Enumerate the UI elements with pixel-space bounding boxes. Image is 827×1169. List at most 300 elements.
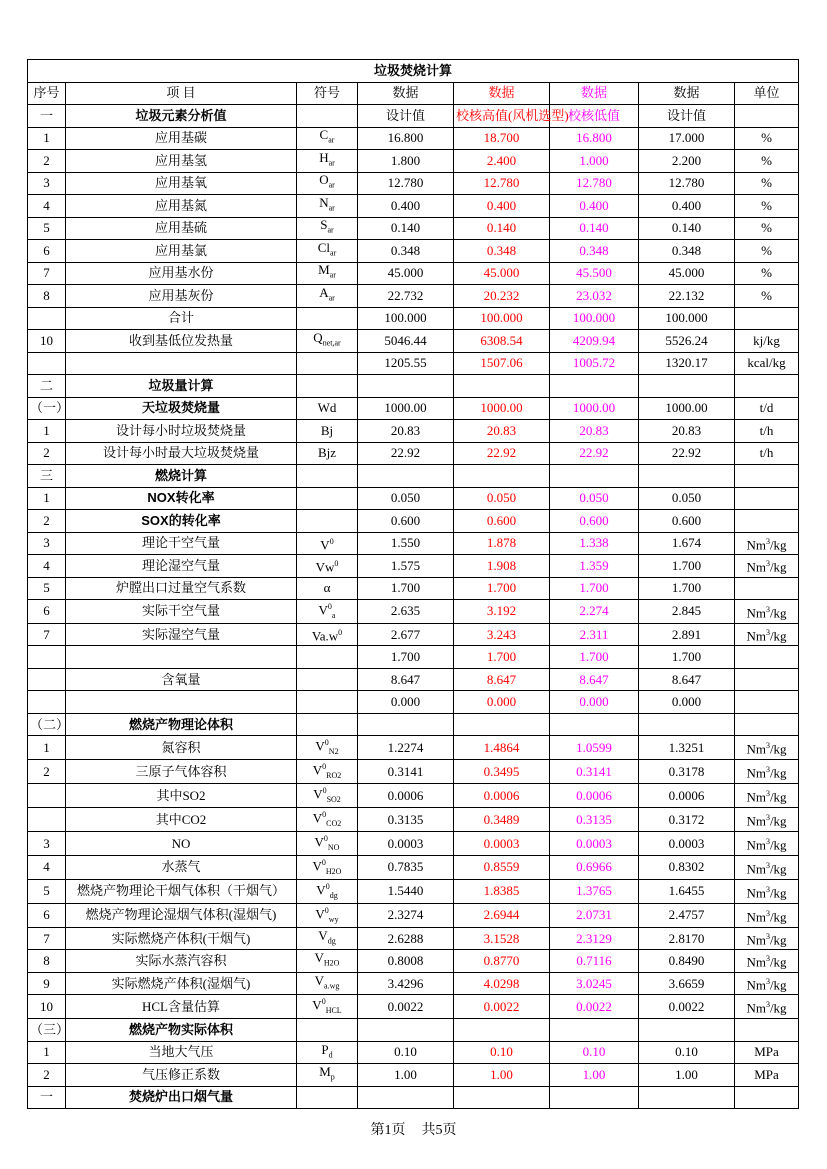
value-design2: 0.8490 (639, 950, 735, 973)
value-design2: 3.6659 (639, 972, 735, 995)
value-design2: 设计值 (639, 105, 735, 128)
unit-text: MPa (754, 1066, 779, 1082)
value-low: 8.647 (550, 668, 639, 691)
row-symbol (297, 262, 358, 285)
value-design: 1.575 (358, 555, 454, 578)
table-row (28, 217, 799, 240)
row-symbol (297, 995, 358, 1019)
symbol-sub: ar (328, 181, 335, 191)
value-low: 1.000 (550, 150, 639, 173)
symbol-base: S (320, 217, 328, 233)
value-design2: 1.3251 (639, 736, 735, 760)
value-design: 5046.44 (358, 330, 454, 353)
row-unit (735, 420, 799, 443)
row-seq: （三） (28, 1019, 66, 1042)
value-low: 0.0006 (550, 784, 639, 808)
value-low: 1005.72 (550, 352, 639, 375)
symbol-sup: 0 (321, 997, 326, 1007)
unit-sup: 3 (765, 536, 770, 546)
value-design: 100.000 (358, 307, 454, 330)
unit-text: Nm (746, 536, 766, 552)
value-low: 1000.00 (550, 397, 639, 420)
value-high (454, 1086, 550, 1109)
table-row (28, 420, 799, 443)
table-row (28, 262, 799, 285)
row-name: 垃圾量计算 (66, 375, 297, 398)
table-row (28, 950, 799, 973)
symbol-sup: 0 (324, 738, 329, 748)
row-unit (735, 127, 799, 150)
value-high: 1.8385 (454, 879, 550, 903)
symbol-sub: H2O (323, 958, 340, 968)
row-unit (735, 903, 799, 927)
row-symbol (297, 927, 358, 950)
row-unit (735, 1064, 799, 1087)
unit-sup: 3 (765, 836, 770, 846)
value-high: 1.700 (454, 577, 550, 600)
value-high: 0.8559 (454, 856, 550, 880)
value-design2: 0.348 (639, 240, 735, 263)
symbol-sub: d (328, 1050, 333, 1060)
value-high: 2.6944 (454, 903, 550, 927)
symbol-sub: dg (327, 936, 336, 946)
value-design: 设计值 (358, 105, 454, 128)
unit-sup: 3 (765, 860, 770, 870)
value-design: 2.677 (358, 623, 454, 646)
table-row (28, 832, 799, 856)
row-name: 当地大气压 (66, 1041, 297, 1064)
row-unit (735, 465, 799, 488)
symbol-base: Q (313, 329, 323, 345)
value-low (550, 375, 639, 398)
symbol-sub: CO2 (326, 819, 342, 829)
row-unit (735, 995, 799, 1019)
table-row (28, 668, 799, 691)
value-design: 12.780 (358, 172, 454, 195)
value-design: 2.6288 (358, 927, 454, 950)
symbol-sup: 0 (323, 834, 328, 844)
unit-text: Nm (746, 861, 766, 877)
value-high: 0.600 (454, 510, 550, 533)
row-seq: 2 (28, 760, 66, 784)
value-low: 4209.94 (550, 330, 639, 353)
value-design2: 20.83 (639, 420, 735, 443)
value-low: 45.500 (550, 262, 639, 285)
value-design2: 1.674 (639, 532, 735, 555)
table-row (28, 532, 799, 555)
value-high: 1507.06 (454, 352, 550, 375)
value-low: 0.3135 (550, 808, 639, 832)
row-seq: 一 (28, 1086, 66, 1109)
table-row (28, 903, 799, 927)
value-high: 2.400 (454, 150, 550, 173)
unit-tail: /kg (769, 741, 787, 757)
row-unit (735, 555, 799, 578)
value-low: 2.0731 (550, 903, 639, 927)
value-low: 0.400 (550, 195, 639, 218)
symbol-sub: SO2 (326, 795, 341, 805)
value-design: 1000.00 (358, 397, 454, 420)
row-seq: 1 (28, 487, 66, 510)
row-seq (28, 352, 66, 375)
row-seq: 5 (28, 577, 66, 600)
row-symbol (297, 903, 358, 927)
value-design2: 1.700 (639, 577, 735, 600)
value-high: 20.232 (454, 285, 550, 308)
row-unit (735, 375, 799, 398)
value-design: 0.10 (358, 1041, 454, 1064)
row-name: NOX转化率 (66, 487, 297, 510)
unit-sup: 3 (765, 1000, 770, 1010)
unit-tail: /kg (769, 536, 787, 552)
symbol-sup: 0 (324, 905, 329, 915)
row-seq: 1 (28, 127, 66, 150)
row-symbol (297, 1086, 358, 1109)
row-name: 其中SO2 (66, 784, 297, 808)
row-seq: 4 (28, 195, 66, 218)
value-high: 22.92 (454, 442, 550, 465)
value-design2: 0.0003 (639, 832, 735, 856)
row-name: 燃烧产物理论体积 (66, 713, 297, 736)
unit-text: Nm (746, 909, 766, 924)
value-low: 1.700 (550, 646, 639, 669)
value-high: 12.780 (454, 172, 550, 195)
table-row (28, 150, 799, 173)
symbol-base: N (319, 194, 329, 210)
unit-text: % (761, 197, 772, 213)
unit-text: kj/kg (753, 332, 780, 348)
row-seq (28, 691, 66, 714)
symbol-sub: ar (328, 203, 335, 213)
table-row (28, 285, 799, 308)
row-symbol (297, 555, 358, 578)
row-unit (735, 307, 799, 330)
symbol-sub: a.wg (324, 981, 340, 991)
row-name: 燃烧计算 (66, 465, 297, 488)
table-row (28, 856, 799, 880)
symbol-sub: N2 (328, 747, 339, 757)
symbol-base: V (315, 738, 325, 754)
row-seq: 2 (28, 510, 66, 533)
value-design2 (639, 1019, 735, 1042)
value-design2: 12.780 (639, 172, 735, 195)
row-symbol (297, 375, 358, 398)
table-row (28, 808, 799, 832)
value-design2: 8.647 (639, 668, 735, 691)
row-seq: 2 (28, 150, 66, 173)
row-name: 焚烧炉出口烟气量 (66, 1086, 297, 1109)
symbol-base: Va.w (311, 628, 339, 644)
unit-sup: 3 (765, 789, 770, 799)
value-design2: 45.000 (639, 262, 735, 285)
row-name: 实际干空气量 (66, 600, 297, 624)
value-low: 3.0245 (550, 972, 639, 995)
row-seq: 6 (28, 903, 66, 927)
unit-sup: 3 (765, 884, 770, 894)
value-design2: 0.000 (639, 691, 735, 714)
row-unit (735, 532, 799, 555)
value-design2 (639, 375, 735, 398)
row-name: 收到基低位发热量 (66, 330, 297, 353)
symbol-base: A (319, 284, 329, 300)
row-name: 燃烧产物理论湿烟气体积(湿烟气) (66, 903, 297, 927)
row-symbol (297, 285, 358, 308)
unit-tail: /kg (769, 909, 787, 924)
value-low: 100.000 (550, 307, 639, 330)
symbol-base: V (312, 810, 323, 826)
unit-text: % (761, 130, 772, 146)
page-footer (0, 1119, 827, 1139)
value-design: 3.4296 (358, 972, 454, 995)
value-design: 8.647 (358, 668, 454, 691)
value-design2: 1320.17 (639, 352, 735, 375)
value-design: 1.550 (358, 532, 454, 555)
row-seq (28, 784, 66, 808)
value-low: 0.600 (550, 510, 639, 533)
header-col-design2: 数据 (639, 82, 735, 105)
value-design: 1.5440 (358, 879, 454, 903)
symbol-sup: 0 (321, 858, 326, 868)
unit-sup: 3 (765, 741, 770, 751)
row-seq: （二） (28, 713, 66, 736)
value-design2: 0.0006 (639, 784, 735, 808)
row-symbol (297, 736, 358, 760)
value-low: 20.83 (550, 420, 639, 443)
value-low: 0.6966 (550, 856, 639, 880)
unit-sup: 3 (765, 559, 770, 569)
header-col-design: 数据 (358, 82, 454, 105)
table-row (28, 172, 799, 195)
row-unit (735, 285, 799, 308)
row-name: 理论湿空气量 (66, 555, 297, 578)
row-name: 应用基氯 (66, 240, 297, 263)
value-low: 22.92 (550, 442, 639, 465)
row-seq: 1 (28, 1041, 66, 1064)
value-design: 0.140 (358, 217, 454, 240)
value-low: 0.10 (550, 1041, 639, 1064)
unit-tail: /kg (769, 628, 787, 644)
value-high: 0.050 (454, 487, 550, 510)
symbol-base: V (315, 906, 325, 922)
value-design: 0.000 (358, 691, 454, 714)
unit-tail: /kg (769, 765, 787, 781)
row-seq: 10 (28, 995, 66, 1019)
value-high: 0.400 (454, 195, 550, 218)
row-unit (735, 600, 799, 624)
page-number: 第1页 (370, 1123, 406, 1138)
row-unit (735, 832, 799, 856)
row-unit (735, 927, 799, 950)
row-seq: 6 (28, 600, 66, 624)
row-symbol (297, 879, 358, 903)
row-name: 实际湿空气量 (66, 623, 297, 646)
row-unit (735, 856, 799, 880)
unit-text: % (761, 287, 772, 303)
symbol-sub: p (330, 1072, 335, 1082)
value-low: 1.338 (550, 532, 639, 555)
row-seq: 10 (28, 330, 66, 353)
value-design: 1.2274 (358, 736, 454, 760)
unit-text: % (761, 152, 772, 168)
row-seq: 3 (28, 172, 66, 195)
unit-tail: /kg (769, 1000, 787, 1016)
row-symbol (297, 832, 358, 856)
row-name: 理论干空气量 (66, 532, 297, 555)
row-symbol (297, 1064, 358, 1087)
symbol-base: O (319, 172, 329, 188)
symbol-base: α (323, 580, 331, 596)
value-high: 0.3489 (454, 808, 550, 832)
row-seq: 一 (28, 105, 66, 128)
value-design: 0.348 (358, 240, 454, 263)
value-high (454, 713, 550, 736)
symbol-sub: ar (328, 158, 335, 168)
row-name: 垃圾元素分析值 (66, 105, 297, 128)
row-symbol (297, 713, 358, 736)
row-unit (735, 195, 799, 218)
unit-text: % (761, 265, 772, 281)
symbol-sub: net,ar (322, 338, 341, 348)
symbol-base: H (319, 149, 329, 165)
row-seq: 8 (28, 950, 66, 973)
symbol-sub: dg (329, 890, 338, 900)
symbol-sub: RO2 (326, 771, 342, 781)
value-high: 0.0003 (454, 832, 550, 856)
symbol-sub: ar (327, 226, 334, 236)
row-name: 其中CO2 (66, 808, 297, 832)
unit-text: Nm (746, 741, 766, 757)
value-design2: 2.8170 (639, 927, 735, 950)
row-symbol (297, 330, 358, 353)
header-col-low: 数据 (550, 82, 639, 105)
value-high: 6308.54 (454, 330, 550, 353)
symbol-sup: 0 (325, 881, 330, 891)
row-seq: 7 (28, 623, 66, 646)
value-design2: 1.6455 (639, 879, 735, 903)
unit-text: Nm (746, 813, 766, 829)
table-row (28, 972, 799, 995)
unit-text: MPa (754, 1044, 779, 1060)
unit-sup: 3 (765, 765, 770, 775)
symbol-base: Wd (317, 400, 337, 416)
row-unit (735, 262, 799, 285)
symbol-sup: 0 (322, 810, 327, 820)
value-design: 0.050 (358, 487, 454, 510)
unit-text: Nm (746, 977, 766, 993)
row-symbol (297, 623, 358, 646)
row-symbol (297, 487, 358, 510)
value-high: 3.192 (454, 600, 550, 624)
row-name: 实际燃烧产体积(干烟气) (66, 927, 297, 950)
row-symbol (297, 1019, 358, 1042)
table-row (28, 105, 799, 128)
row-unit (735, 1019, 799, 1042)
table-row (28, 784, 799, 808)
symbol-base: V (316, 882, 326, 898)
table-row (28, 879, 799, 903)
row-unit (735, 172, 799, 195)
symbol-base: Cl (317, 239, 331, 255)
symbol-base: M (318, 262, 330, 278)
unit-tail: /kg (769, 977, 787, 993)
row-seq: 5 (28, 879, 66, 903)
value-low: 0.140 (550, 217, 639, 240)
page-total: 共5页 (421, 1123, 457, 1138)
row-seq: 4 (28, 555, 66, 578)
table-row (28, 1064, 799, 1087)
value-high: 0.000 (454, 691, 550, 714)
symbol-base: Vw (315, 559, 335, 575)
row-unit (735, 1086, 799, 1109)
unit-sup: 3 (765, 908, 770, 918)
table-row (28, 1086, 799, 1109)
unit-text: Nm (746, 1000, 766, 1016)
row-seq: 5 (28, 217, 66, 240)
row-unit (735, 646, 799, 669)
row-seq (28, 808, 66, 832)
value-low: 1.00 (550, 1064, 639, 1087)
row-name (66, 352, 297, 375)
row-name: 三原子气体容积 (66, 760, 297, 784)
table-row (28, 623, 799, 646)
row-symbol (297, 465, 358, 488)
symbol-sub: ar (328, 136, 335, 146)
value-low: 1.0599 (550, 736, 639, 760)
symbol-sub: ar (328, 293, 335, 303)
row-symbol (297, 127, 358, 150)
table-row (28, 995, 799, 1019)
row-seq: 3 (28, 532, 66, 555)
unit-text: t/h (759, 445, 774, 461)
value-design2: 17.000 (639, 127, 735, 150)
unit-tail: /kg (769, 559, 787, 575)
row-name: 应用基硫 (66, 217, 297, 240)
unit-sup: 3 (765, 628, 770, 637)
value-high: 1.908 (454, 555, 550, 578)
row-symbol (297, 950, 358, 973)
symbol-base: V (313, 786, 323, 802)
row-seq: 2 (28, 442, 66, 465)
value-low (550, 1086, 639, 1109)
value-design: 16.800 (358, 127, 454, 150)
symbol-base: M (319, 1064, 331, 1080)
symbol-base: V (314, 834, 324, 850)
value-low: 0.000 (550, 691, 639, 714)
unit-text: kcal/kg (747, 355, 786, 371)
row-unit (735, 691, 799, 714)
value-design (358, 713, 454, 736)
row-name: HCL含量估算 (66, 995, 297, 1019)
value-high (454, 465, 550, 488)
value-low (550, 465, 639, 488)
value-low (550, 1019, 639, 1042)
value-design2: 2.891 (639, 623, 735, 646)
row-unit (735, 736, 799, 760)
value-design: 2.3274 (358, 903, 454, 927)
unit-text: t/h (759, 422, 774, 438)
row-seq: 8 (28, 285, 66, 308)
value-design (358, 465, 454, 488)
symbol-sup: 0 (329, 536, 334, 546)
row-seq: 3 (28, 832, 66, 856)
row-unit (735, 808, 799, 832)
symbol-base: V (318, 602, 328, 618)
value-high: 1.878 (454, 532, 550, 555)
value-high: 0.0022 (454, 995, 550, 1019)
symbol-base: P (321, 1041, 329, 1057)
calculation-table (27, 59, 799, 1109)
table-row (28, 760, 799, 784)
